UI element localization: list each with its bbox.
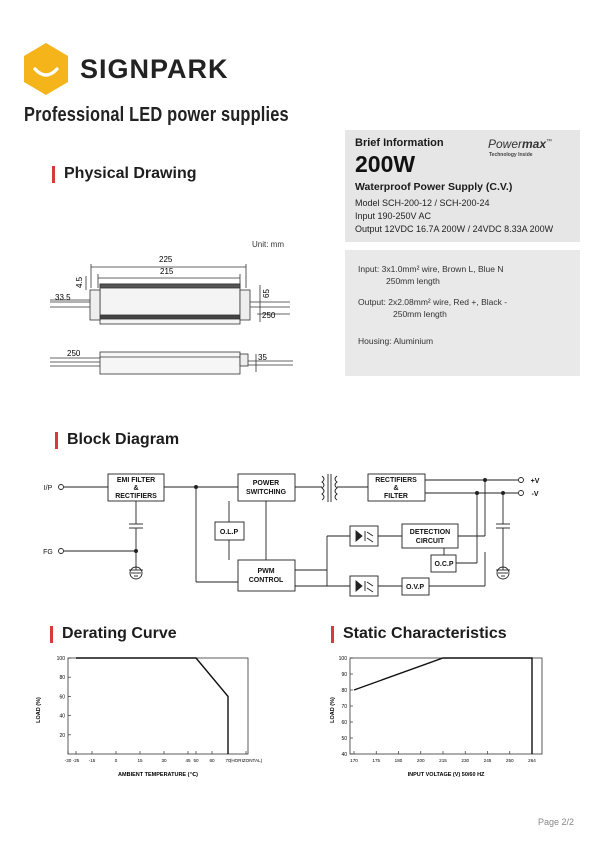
- x-tick-label: -25: [72, 758, 80, 763]
- powermax-tm: ™: [546, 139, 553, 145]
- dim-65: 65: [262, 289, 271, 298]
- emi-label-2: &: [133, 485, 139, 492]
- section-derating-title: Derating Curve: [62, 625, 177, 642]
- det-label-2: CIRCUIT: [415, 538, 445, 545]
- dim-250-right: 250: [262, 311, 276, 320]
- section-derating-curve: [50, 625, 177, 643]
- brief-info-label: Brief Information: [355, 137, 444, 149]
- vpos-label: +V: [530, 478, 540, 485]
- section-block-title: Block Diagram: [67, 431, 180, 448]
- x-tick-label: 50: [193, 758, 199, 763]
- x-tick-label: -30: [64, 758, 72, 763]
- y-tick-label: 100: [56, 656, 65, 662]
- brief-wattage: 200W: [355, 151, 416, 177]
- x-tick-label: -15: [88, 758, 96, 763]
- x-tick-label: 250: [505, 758, 514, 763]
- dim-35: 35: [258, 353, 267, 362]
- x-tick-label: 60: [209, 758, 215, 763]
- vneg-label: -V: [531, 491, 539, 498]
- brief-model: Model SCH-200-12 / SCH-200-24: [355, 198, 490, 208]
- output-detail-1: Output: 2x2.08mm² wire, Red +, Black -: [358, 297, 508, 307]
- y-tick-label: 80: [59, 675, 65, 682]
- y-tick-label: 40: [59, 713, 65, 720]
- dim-215: 215: [160, 267, 174, 276]
- section-static-characteristics: [331, 625, 507, 643]
- dim-250-left: 250: [67, 349, 81, 358]
- y-tick-label: 60: [59, 694, 65, 701]
- dim-225: 225: [159, 255, 173, 264]
- x-tick-label: 45: [185, 758, 191, 763]
- section-physical-title: Physical Drawing: [64, 165, 197, 182]
- x-tick-label: 245: [483, 758, 492, 763]
- pwm-label-2: CONTROL: [248, 577, 284, 584]
- ocp-label: O.C.P: [434, 561, 454, 568]
- y-tick-label: 40: [341, 752, 347, 758]
- section-marker: [331, 626, 334, 643]
- physical-drawing: [28, 248, 343, 383]
- section-marker: [52, 166, 55, 183]
- derating-series-line: [76, 658, 228, 754]
- plot-frame: [68, 658, 248, 754]
- x-tick-label: (HORIZONTAL): [229, 758, 263, 763]
- x-tick-label: 264: [528, 758, 536, 763]
- housing-detail: Housing: Aluminium: [358, 336, 434, 346]
- static-ylabel: LOAD (%): [330, 697, 336, 723]
- y-tick-label: 80: [341, 688, 347, 694]
- block-diagram: [40, 462, 560, 612]
- dim-4-5: 4.5: [75, 276, 84, 288]
- derating-chart: [28, 652, 290, 784]
- olp-label: O.L.P: [219, 529, 239, 536]
- dim-33-5: 33.5: [55, 293, 71, 302]
- static-chart: [322, 652, 572, 784]
- ovp-label: O.V.P: [405, 584, 425, 591]
- plot-frame: [350, 658, 542, 754]
- x-tick-label: 0: [114, 758, 118, 763]
- static-xlabel: INPUT VOLTAGE (V) 50/60 HZ: [407, 772, 485, 778]
- output-detail-2: 250mm length: [393, 309, 447, 319]
- derating-xlabel: AMBIENT TEMPERATURE (℃): [118, 772, 198, 778]
- x-tick-label: 215: [439, 758, 447, 763]
- powermax-tagline: Technology Inside: [489, 152, 533, 158]
- section-marker: [50, 626, 53, 643]
- brief-input: Input 190-250V AC: [355, 211, 432, 221]
- powermax-light: Power: [488, 137, 523, 151]
- section-static-title: Static Characteristics: [343, 625, 507, 642]
- x-tick-label: 230: [461, 758, 470, 763]
- psw-label-1: POWER: [252, 480, 280, 487]
- emi-label-3: RECTIFIERS: [115, 493, 157, 500]
- brief-subtitle: Waterproof Power Supply (C.V.): [355, 181, 513, 193]
- x-tick-label: 30: [161, 758, 167, 763]
- section-marker: [55, 432, 58, 449]
- derating-ylabel: LOAD (%): [36, 697, 42, 723]
- y-tick-label: 70: [341, 704, 347, 710]
- y-tick-label: 60: [341, 720, 347, 726]
- y-tick-label: 20: [59, 732, 65, 739]
- rect-label-2: &: [393, 485, 399, 492]
- x-tick-label: 175: [372, 758, 381, 763]
- page-number: Page 2/2: [538, 817, 575, 827]
- input-detail-2: 250mm length: [386, 276, 440, 286]
- psw-label-2: SWITCHING: [245, 489, 287, 496]
- unit-label: Unit: mm: [252, 240, 284, 249]
- rect-label-3: FILTER: [384, 493, 408, 500]
- y-tick-label: 90: [341, 672, 347, 678]
- input-detail-1: Input: 3x1.0mm² wire, Brown L, Blue N: [358, 264, 504, 274]
- section-physical-drawing: [52, 165, 197, 183]
- y-tick-label: 100: [338, 656, 347, 662]
- pwm-label-1: PWM: [257, 568, 275, 575]
- powermax-logo: [488, 137, 552, 151]
- section-block-diagram: [55, 431, 179, 449]
- signpark-logo-icon: [22, 42, 70, 96]
- emi-label-1: EMI FILTER: [116, 477, 156, 484]
- page-heading: Professional LED power supplies: [24, 104, 289, 126]
- x-tick-label: 70: [225, 758, 231, 763]
- brief-output: Output 12VDC 16.7A 200W / 24VDC 8.33A 200W: [355, 224, 554, 234]
- rect-label-1: RECTIFIERS: [375, 477, 417, 484]
- det-label-1: DETECTION: [409, 529, 451, 536]
- x-tick-label: 180: [394, 758, 403, 763]
- y-tick-label: 50: [341, 736, 347, 742]
- x-tick-label: 170: [350, 758, 358, 763]
- brand-name: SIGNPARK: [80, 54, 229, 84]
- powermax-bold: max: [522, 137, 547, 151]
- x-tick-label: 15: [137, 758, 143, 763]
- static-series-line: [354, 658, 532, 754]
- x-tick-label: 200: [416, 758, 425, 763]
- label-fg: FG: [43, 549, 53, 556]
- label-ip: I/P: [43, 485, 53, 492]
